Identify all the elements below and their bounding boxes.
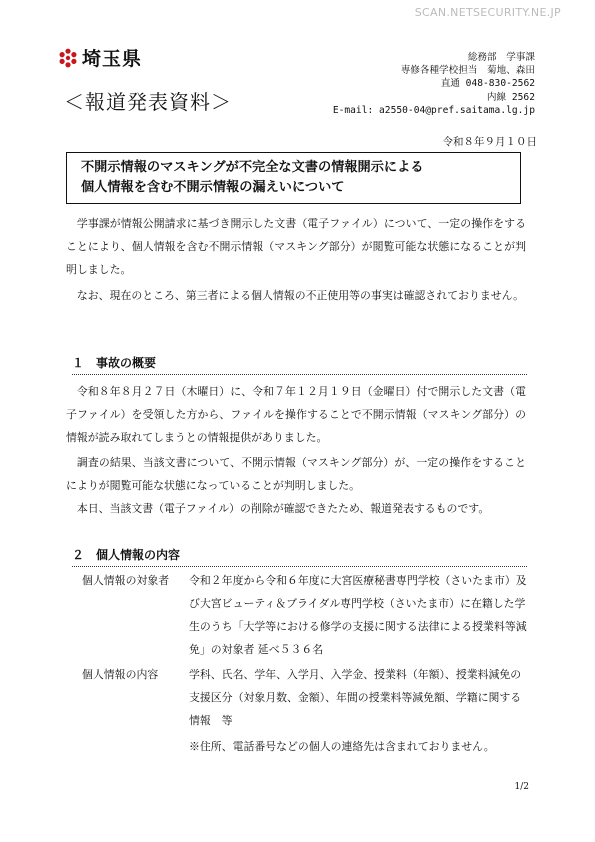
contact-department: 総務部 学事課	[467, 52, 535, 63]
release-date: 令和８年９月１０日	[442, 136, 537, 148]
prefecture-logo	[58, 44, 142, 71]
contact-person: 専修各種学校担当 菊地、森田	[400, 65, 535, 77]
info-value-contents: 学科、氏名、学年、入学月、入学金、授業料（年額）、授業料減免の支援区分（対象月数、金額）、年間の授業料等減免額、学籍に関する情報 等	[189, 668, 522, 727]
info-row-subjects	[82, 569, 530, 661]
contact-email: E-mail: a2550-04@pref.saitama.lg.jp	[332, 104, 535, 116]
intro-paragraph-2: なお、現在のところ、第三者による個人情報の不正使用等の事実は確認されておりません。	[76, 289, 525, 302]
info-label-contents: 個人情報の内容	[82, 668, 159, 681]
title-line-1: 不開示情報のマスキングが不完全な文書の情報開示による	[81, 160, 424, 175]
contact-extension: 内線 2562	[486, 91, 535, 103]
contact-direct-phone: 直通 048-830-2562	[440, 78, 535, 90]
document-title-box	[66, 152, 521, 204]
section-1-paragraph-1: 令和８年８月２７日（木曜日）に、令和７年１２月１９日（金曜日）付で開示した文書（電子ファイル）を受領した方から、ファイルを操作することで不開示情報（マスキング部分）の情報が読み取れてしまうとの情報提供がありました。	[66, 385, 526, 444]
section-1-paragraph-3: 本日、当該文書（電子ファイル）の削除が確認できたため、報道発表するものです。	[76, 502, 490, 515]
logo-text: 埼玉県	[82, 48, 143, 70]
section-1-heading: １ 事故の概要	[72, 354, 527, 375]
page-number: 1/2	[514, 782, 529, 792]
intro-paragraph-1: 学事課が情報公開請求に基づき開示した文書（電子ファイル）について、一定の操作をすることにより、個人情報を含む不開示情報（マスキング部分）が閲覧可能な状態になることが判明しました。	[66, 217, 526, 276]
info-value-subjects: 令和２年度から令和６年度に大宮医療秘書専門学校（さいたま市）及び大宮ビューティ＆ブライダル専門学校（さいたま市）に在籍した学生のうち「大学等における修学の支援に関する法律による授業料等減免」の対象者 延べ５３６名	[189, 574, 527, 656]
press-release-label: ＜報道発表資料＞	[64, 90, 232, 114]
info-label-subjects: 個人情報の対象者	[82, 574, 170, 587]
info-note: ※住所、電話番号などの個人の連絡先は含まれておりません。	[189, 740, 495, 753]
info-row-contents	[82, 663, 530, 732]
info-row-note	[82, 735, 530, 758]
contact-block	[333, 51, 535, 117]
section-2-heading: ２ 個人情報の内容	[72, 546, 527, 567]
section-1-paragraph-2: 調査の結果、当該文書について、不開示情報（マスキング部分）が、一定の操作をすることによりが閲覧可能な状態になっていることが判明しました。	[66, 456, 526, 492]
saitama-emblem-icon	[58, 48, 78, 68]
watermark: SCAN.NETSECURITY.NE.JP	[414, 6, 561, 19]
title-line-2: 個人情報を含む不開示情報の漏えいについて	[81, 180, 345, 195]
